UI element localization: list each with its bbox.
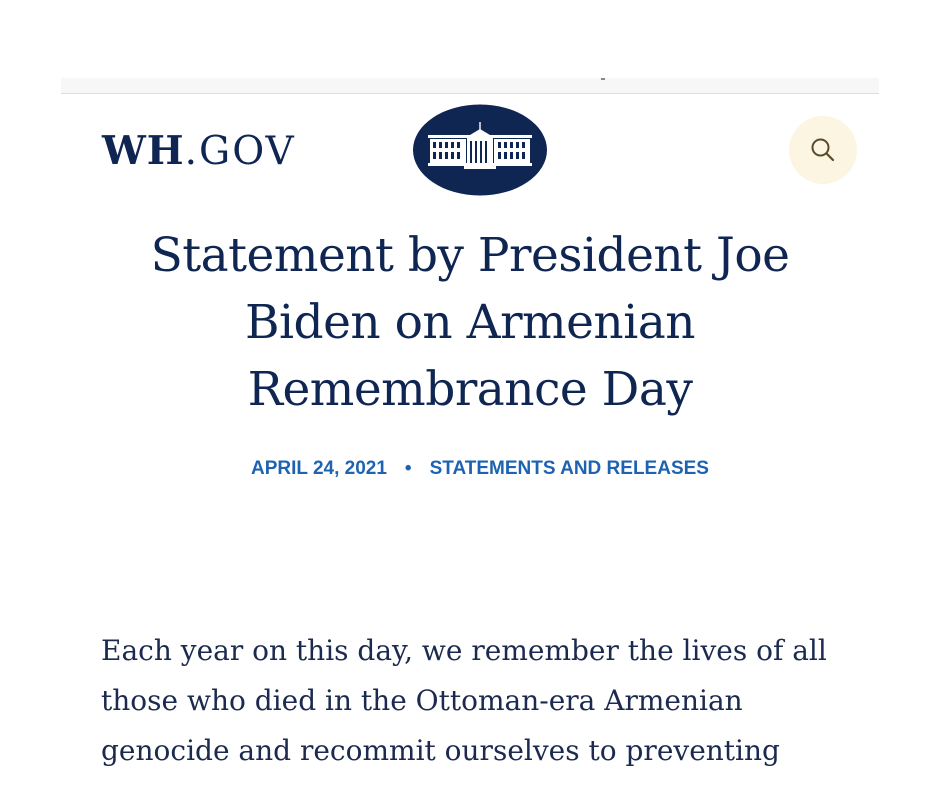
divider-mark	[601, 78, 605, 80]
white-house-seal-icon[interactable]	[412, 104, 548, 196]
article-date: APRIL 24, 2021	[251, 458, 387, 479]
search-button[interactable]	[789, 116, 857, 184]
seal-graphic	[412, 104, 548, 196]
category-link[interactable]: STATEMENTS AND RELEASES	[429, 458, 709, 479]
article-meta	[100, 456, 860, 482]
top-divider	[61, 78, 879, 94]
site-logo-link[interactable]	[102, 128, 296, 175]
article-title: Statement by President Joe Biden on Armenian Remembrance Day	[150, 228, 790, 417]
search-icon	[808, 135, 838, 165]
logo-light-text: .GOV	[184, 129, 296, 174]
meta-separator: •	[404, 458, 412, 479]
article-body-paragraph: Each year on this day, we remember the lives of all those who died in the Ottoman-era Armenian genocide and recommit ourselves to preventing	[101, 634, 827, 767]
logo-bold-text: WH	[102, 128, 185, 174]
